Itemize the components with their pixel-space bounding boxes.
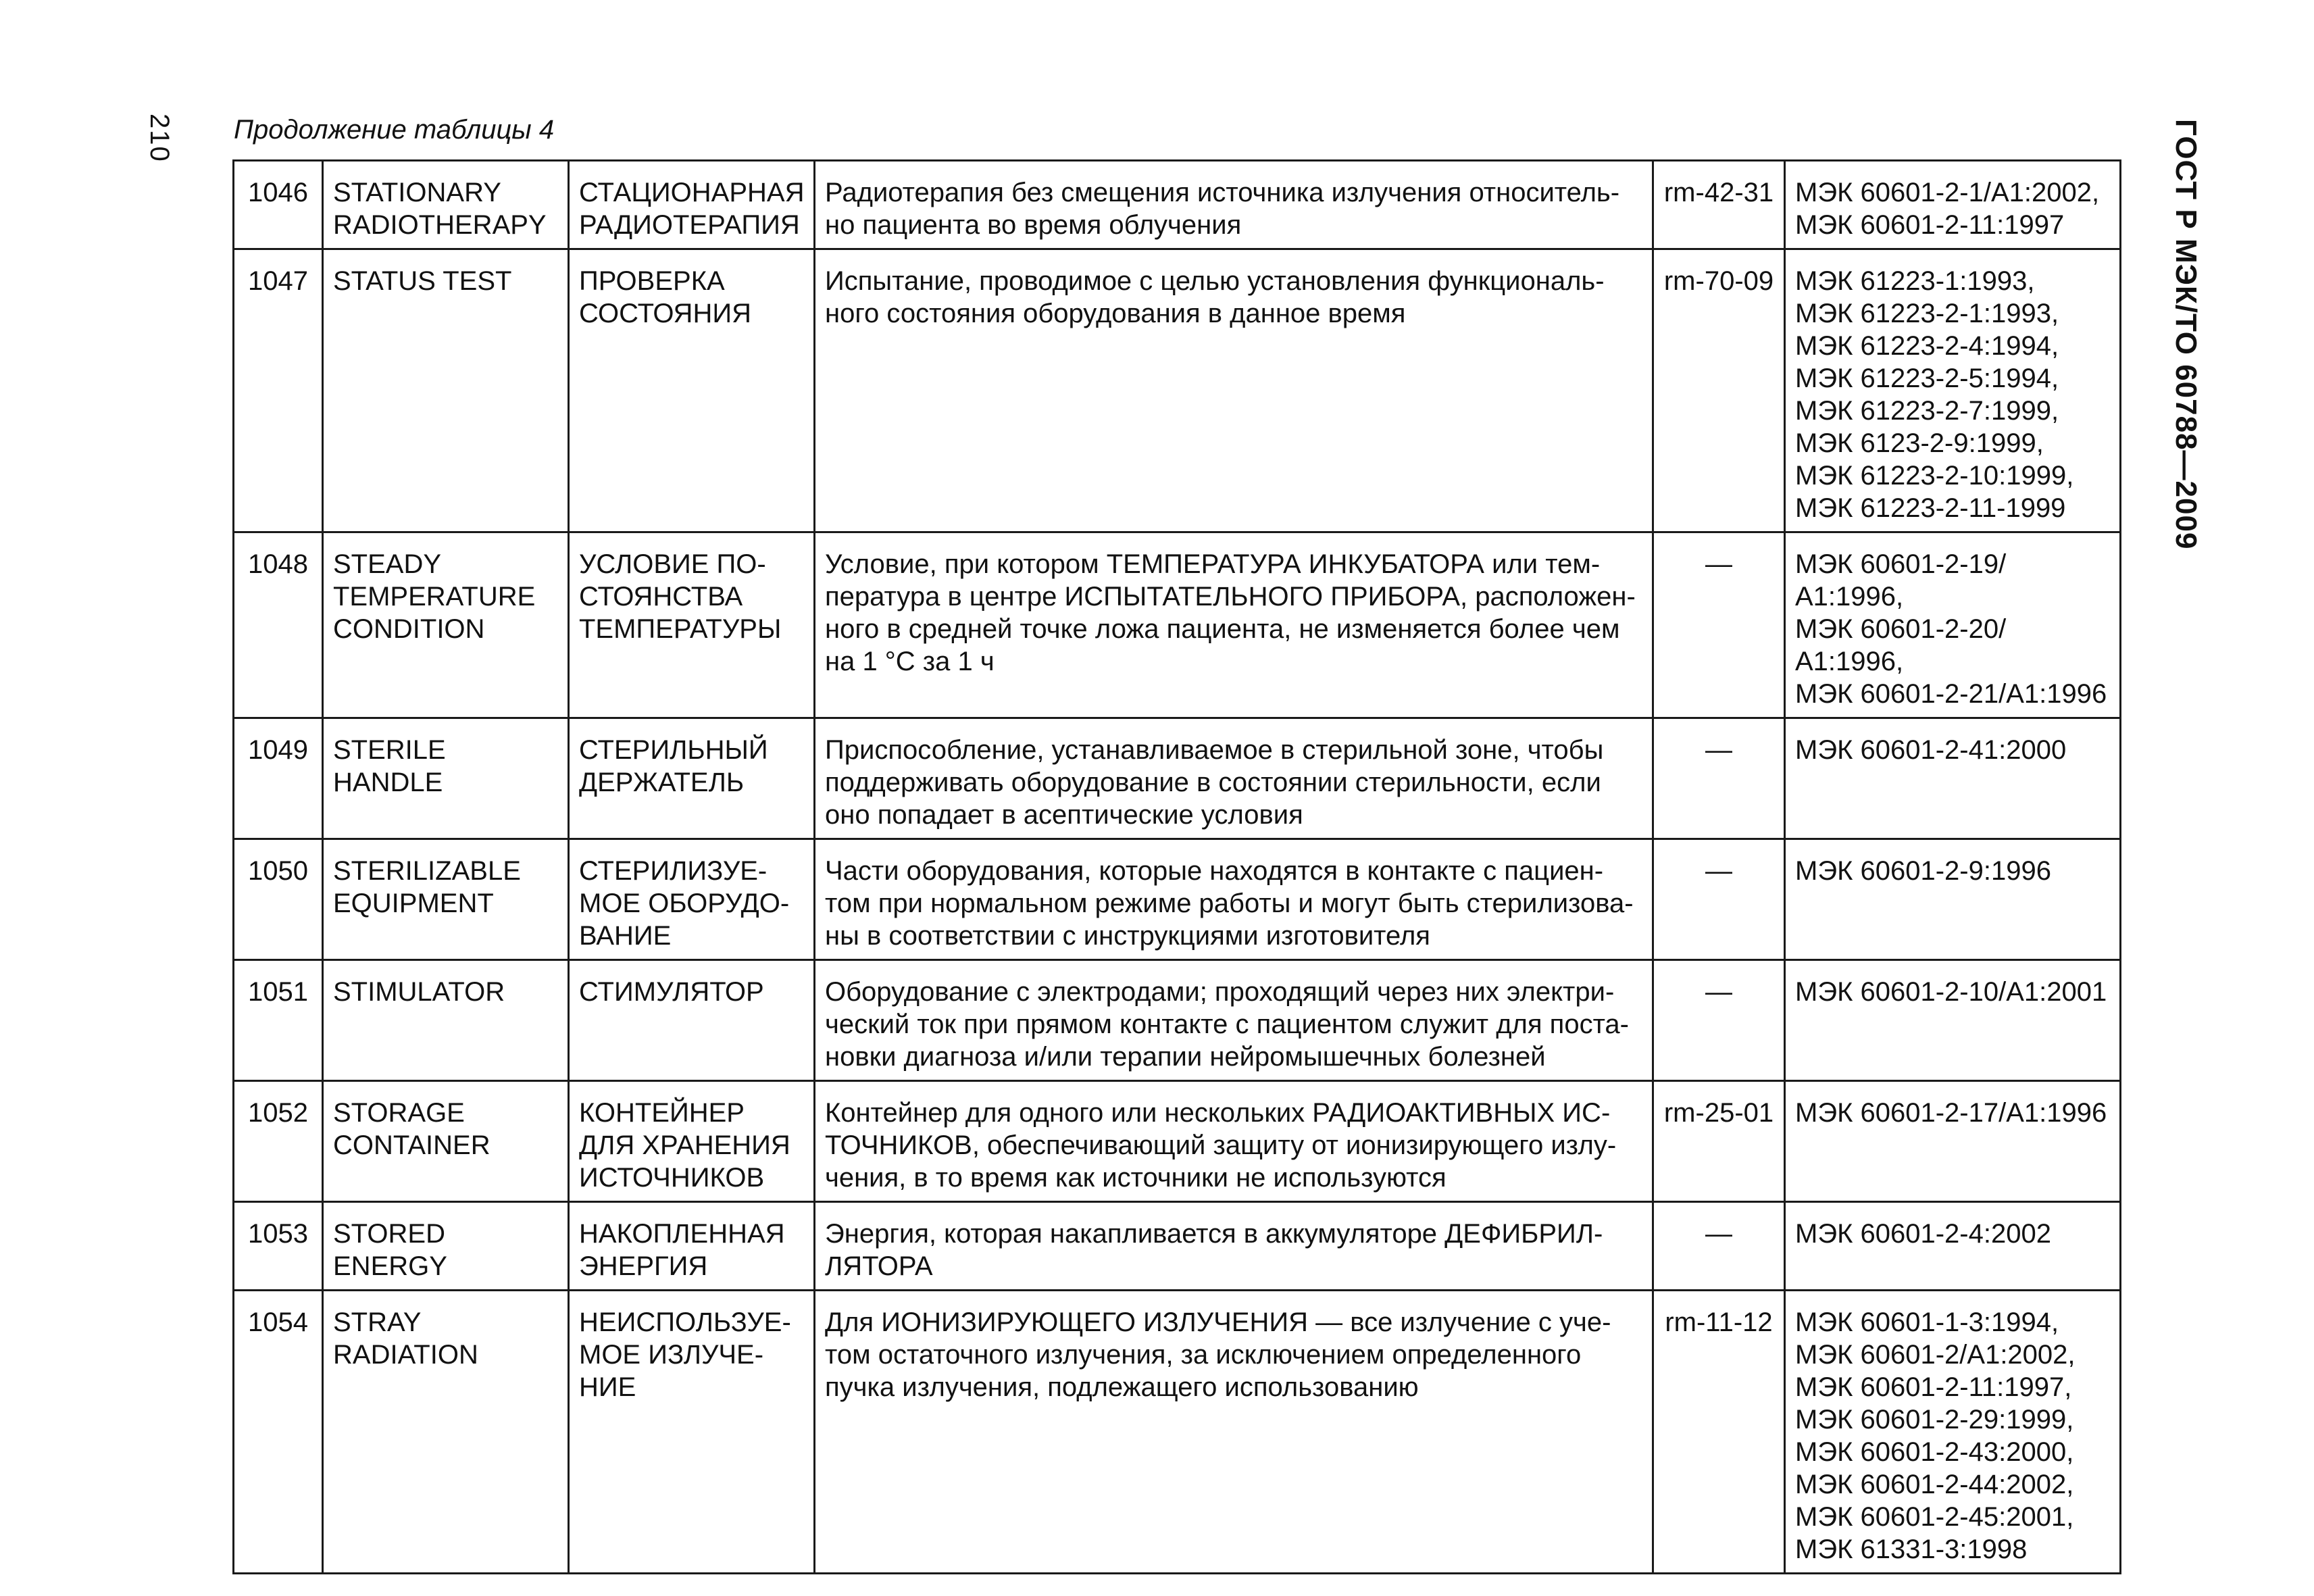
term-reference-code: — — [1653, 960, 1785, 1081]
term-definition: Оборудование с электродами; проходящий через них электри- ческий ток при прямом контакте с пациентом служит для поста- новки диагноза и/или терапии нейромышечных болезней — [815, 960, 1653, 1081]
table-row — [234, 960, 2121, 1081]
term-definition: Контейнер для одного или нескольких РАДИОАКТИВНЫХ ИС- ТОЧНИКОВ, обеспечивающий защиту от ионизирующего излу- чения, в то время как источники не используются — [815, 1081, 1653, 1202]
terms-table — [232, 159, 2121, 1574]
table-row — [234, 1291, 2121, 1574]
term-source-standards: МЭК 60601-2-4:2002 — [1785, 1202, 2121, 1291]
term-number: 1051 — [234, 960, 323, 1081]
term-number: 1053 — [234, 1202, 323, 1291]
table-continuation-caption: Продолжение таблицы 4 — [234, 115, 555, 145]
term-reference-code: rm-70-09 — [1653, 249, 1785, 532]
term-english: STATIONARY RADIOTHERAPY — [323, 161, 569, 249]
term-number: 1052 — [234, 1081, 323, 1202]
term-english: STIMULATOR — [323, 960, 569, 1081]
term-definition: Энергия, которая накапливается в аккумуляторе ДЕФИБРИЛ- ЛЯТОРА — [815, 1202, 1653, 1291]
document-header: ГОСТ Р МЭК/ТО 60788—2009 — [2169, 119, 2203, 550]
term-definition: Условие, при котором ТЕМПЕРАТУРА ИНКУБАТОРА или тем- пература в центре ИСПЫТАТЕЛЬНОГО ПРИБОРА, расположен- ного в средней точке ложа пациента, не изменяется более чем на 1 °С за 1 ч — [815, 532, 1653, 718]
term-number: 1047 — [234, 249, 323, 532]
term-source-standards: МЭК 61223-1:1993, МЭК 61223-2-1:1993, МЭК 61223-2-4:1994, МЭК 61223-2-5:1994, МЭК 61223-2-7:1999, МЭК 6123-2-9:1999, МЭК 61223-2-10:1999, МЭК 61223-2-11-1999 — [1785, 249, 2121, 532]
term-definition: Для ИОНИЗИРУЮЩЕГО ИЗЛУЧЕНИЯ — все излучение с уче- том остаточного излучения, за исключением определенного пучка излучения, подлежащего использованию — [815, 1291, 1653, 1574]
term-reference-code: rm-25-01 — [1653, 1081, 1785, 1202]
term-english: STORAGE CONTAINER — [323, 1081, 569, 1202]
term-number: 1050 — [234, 839, 323, 960]
term-definition: Радиотерапия без смещения источника излучения относитель- но пациента во время облучения — [815, 161, 1653, 249]
term-russian: НАКОПЛЕННАЯ ЭНЕРГИЯ — [569, 1202, 815, 1291]
term-reference-code: — — [1653, 718, 1785, 839]
term-definition: Части оборудования, которые находятся в контакте с пациен- том при нормальном режиме работы и могут быть стерилизова- ны в соответствии с инструкциями изготовителя — [815, 839, 1653, 960]
term-number: 1054 — [234, 1291, 323, 1574]
table-row — [234, 839, 2121, 960]
term-definition: Испытание, проводимое с целью установления функциональ- ного состояния оборудования в данное время — [815, 249, 1653, 532]
term-definition: Приспособление, устанавливаемое в стерильной зоне, чтобы поддерживать оборудование в состоянии стерильности, если оно попадает в асептические условия — [815, 718, 1653, 839]
term-source-standards: МЭК 60601-2-10/А1:2001 — [1785, 960, 2121, 1081]
term-english: STORED ENERGY — [323, 1202, 569, 1291]
term-russian: СТЕРИЛИЗУЕ- МОЕ ОБОРУДО- ВАНИЕ — [569, 839, 815, 960]
term-reference-code: — — [1653, 839, 1785, 960]
table-row — [234, 1081, 2121, 1202]
term-russian: ПРОВЕРКА СОСТОЯНИЯ — [569, 249, 815, 532]
term-russian: КОНТЕЙНЕР ДЛЯ ХРАНЕНИЯ ИСТОЧНИКОВ — [569, 1081, 815, 1202]
term-english: STEADY TEMPERATURE CONDITION — [323, 532, 569, 718]
term-source-standards: МЭК 60601-2-9:1996 — [1785, 839, 2121, 960]
term-russian: УСЛОВИЕ ПО- СТОЯНСТВА ТЕМПЕРАТУРЫ — [569, 532, 815, 718]
term-number: 1046 — [234, 161, 323, 249]
term-english: STERILIZABLE EQUIPMENT — [323, 839, 569, 960]
term-english: STERILE HANDLE — [323, 718, 569, 839]
page-number: 210 — [145, 114, 174, 163]
term-english: STRAY RADIATION — [323, 1291, 569, 1574]
term-source-standards: МЭК 60601-1-3:1994, МЭК 60601-2/А1:2002, МЭК 60601-2-11:1997, МЭК 60601-2-29:1999, МЭК 60601-2-43:2000, МЭК 60601-2-44:2002, МЭК 60601-2-45:2001, МЭК 61331-3:1998 — [1785, 1291, 2121, 1574]
table-row — [234, 532, 2121, 718]
table-row — [234, 249, 2121, 532]
term-source-standards: МЭК 60601-2-1/А1:2002, МЭК 60601-2-11:1997 — [1785, 161, 2121, 249]
term-russian: СТАЦИОНАРНАЯ РАДИОТЕРАПИЯ — [569, 161, 815, 249]
term-english: STATUS TEST — [323, 249, 569, 532]
term-number: 1048 — [234, 532, 323, 718]
term-reference-code: — — [1653, 1202, 1785, 1291]
term-russian: СТИМУЛЯТОР — [569, 960, 815, 1081]
table-row — [234, 1202, 2121, 1291]
term-source-standards: МЭК 60601-2-17/А1:1996 — [1785, 1081, 2121, 1202]
term-reference-code: rm-11-12 — [1653, 1291, 1785, 1574]
table-row — [234, 161, 2121, 249]
term-source-standards: МЭК 60601-2-41:2000 — [1785, 718, 2121, 839]
table-row — [234, 718, 2121, 839]
term-reference-code: — — [1653, 532, 1785, 718]
term-russian: СТЕРИЛЬНЫЙ ДЕРЖАТЕЛЬ — [569, 718, 815, 839]
term-source-standards: МЭК 60601-2-19/А1:1996, МЭК 60601-2-20/А1:1996, МЭК 60601-2-21/А1:1996 — [1785, 532, 2121, 718]
term-reference-code: rm-42-31 — [1653, 161, 1785, 249]
term-russian: НЕИСПОЛЬЗУЕ- МОЕ ИЗЛУЧЕ- НИЕ — [569, 1291, 815, 1574]
term-number: 1049 — [234, 718, 323, 839]
